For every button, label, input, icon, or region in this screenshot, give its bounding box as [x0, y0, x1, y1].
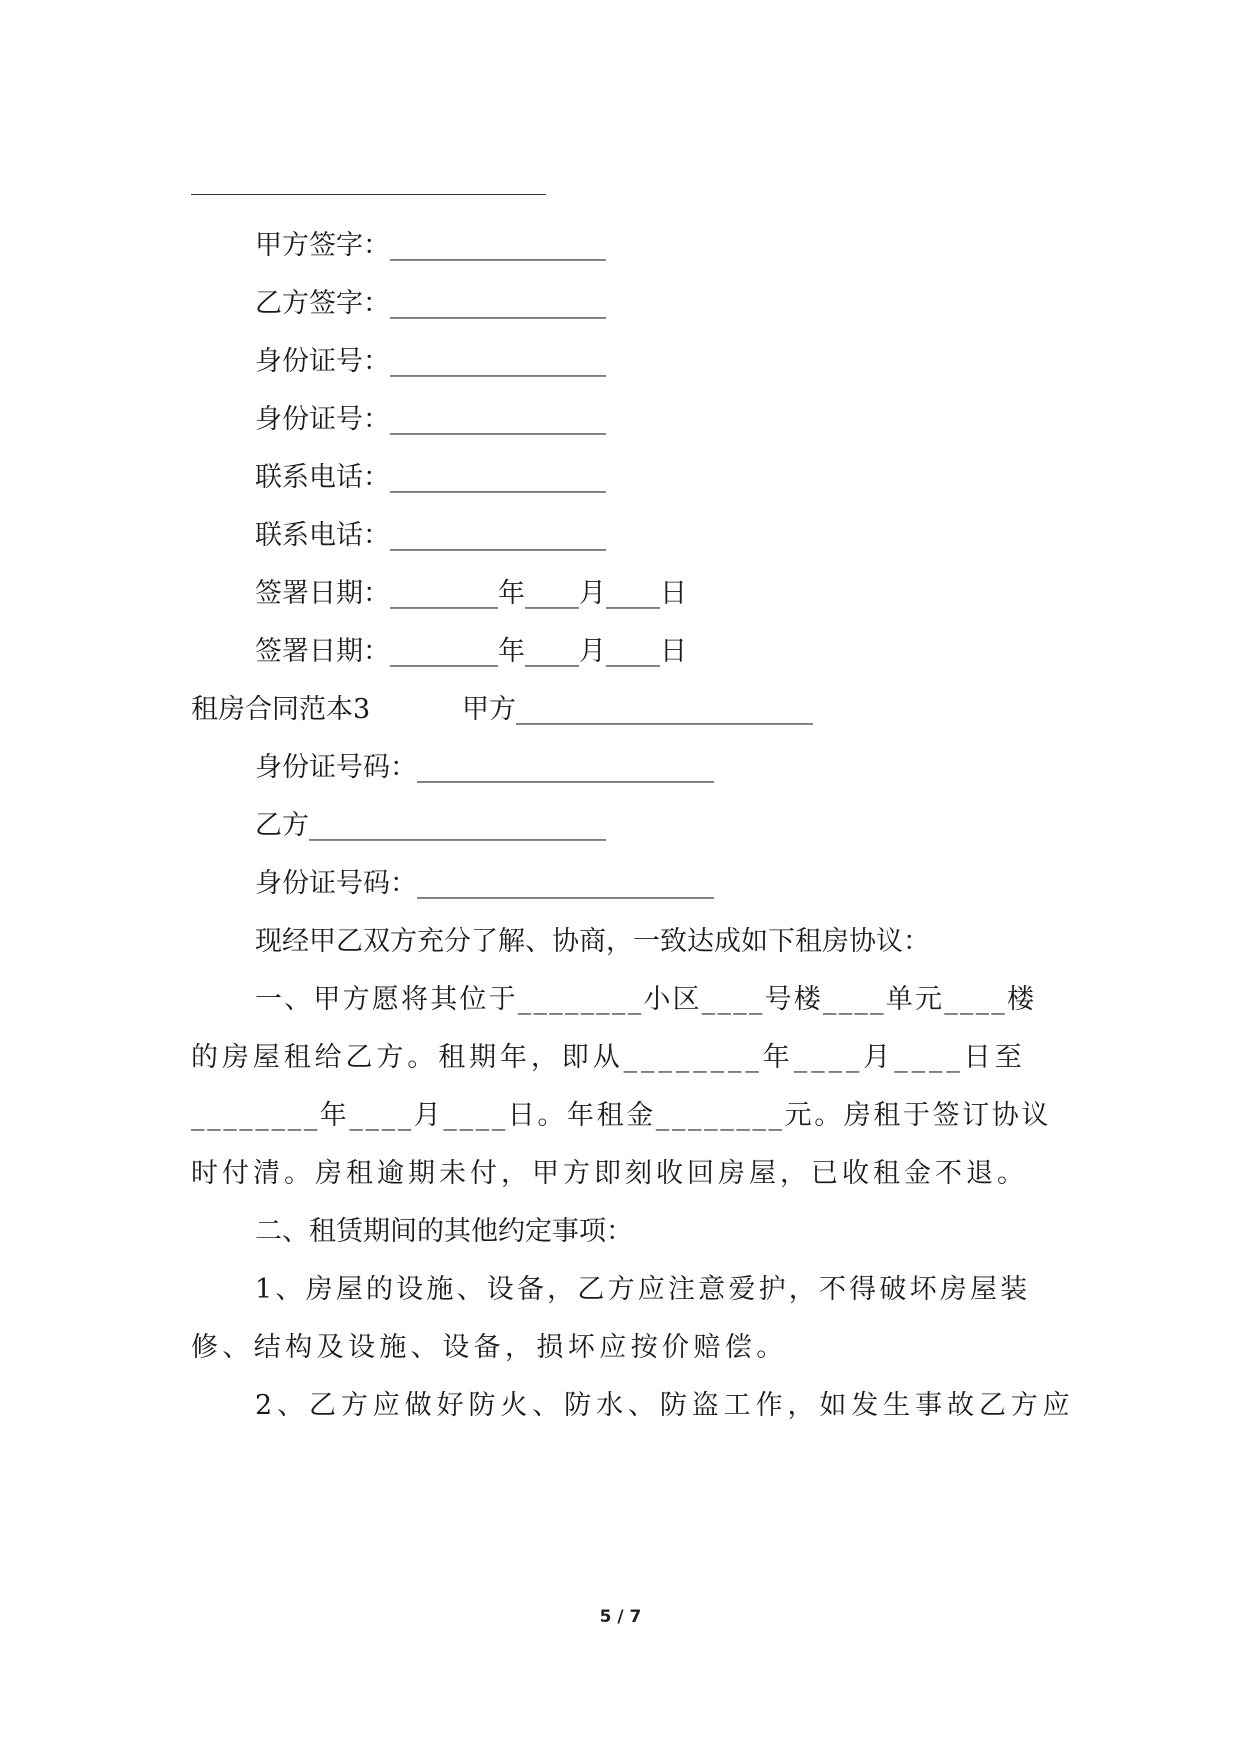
- party-b-id-field: 身份证号码：______________________: [255, 868, 714, 899]
- phone-field-b: 联系电话：________________: [255, 520, 606, 551]
- clause-1-line: 时付清。房租逾期未付，甲方即刻收回房屋，已收租金不退。: [191, 1158, 1028, 1189]
- clause-1-line: ________年____月____日。年租金________元。房租于签订协议: [191, 1100, 1051, 1131]
- item-1-line: 1、房屋的设施、设备，乙方应注意爱护，不得破坏房屋装: [255, 1274, 1031, 1305]
- party-a-signature-field: 甲方签字：________________: [255, 230, 606, 261]
- clause-2-heading: 二、租赁期间的其他约定事项：: [255, 1216, 633, 1247]
- section-heading: 租房合同范本3: [191, 694, 371, 725]
- id-number-field-a: 身份证号：________________: [255, 346, 606, 377]
- signing-date-field-b: 签署日期：________年____月____日: [255, 636, 687, 667]
- intro-paragraph: 现经甲乙双方充分了解、协商，一致达成如下租房协议：: [255, 926, 930, 957]
- clause-1-line: 的房屋租给乙方。租期年，即从________年____月____日至: [191, 1042, 1026, 1073]
- party-a-id-field: 身份证号码：______________________: [255, 752, 714, 783]
- item-1-line: 修、结构及设施、设备，损坏应按价赔偿。: [191, 1332, 788, 1363]
- party-a-field: 甲方______________________: [462, 694, 813, 725]
- party-b-signature-field: 乙方签字：________________: [255, 288, 606, 319]
- party-b-field: 乙方______________________: [255, 810, 606, 841]
- top-blank-line: [191, 194, 546, 195]
- id-number-field-b: 身份证号：________________: [255, 404, 606, 435]
- page-number: 5 / 7: [599, 1607, 642, 1627]
- phone-field-a: 联系电话：________________: [255, 462, 606, 493]
- item-2-line: 2、乙方应做好防火、防水、防盗工作，如发生事故乙方应: [255, 1390, 1075, 1421]
- signing-date-field-a: 签署日期：________年____月____日: [255, 578, 687, 609]
- clause-1-line: 一、甲方愿将其位于________小区____号楼____单元____楼: [255, 984, 1037, 1015]
